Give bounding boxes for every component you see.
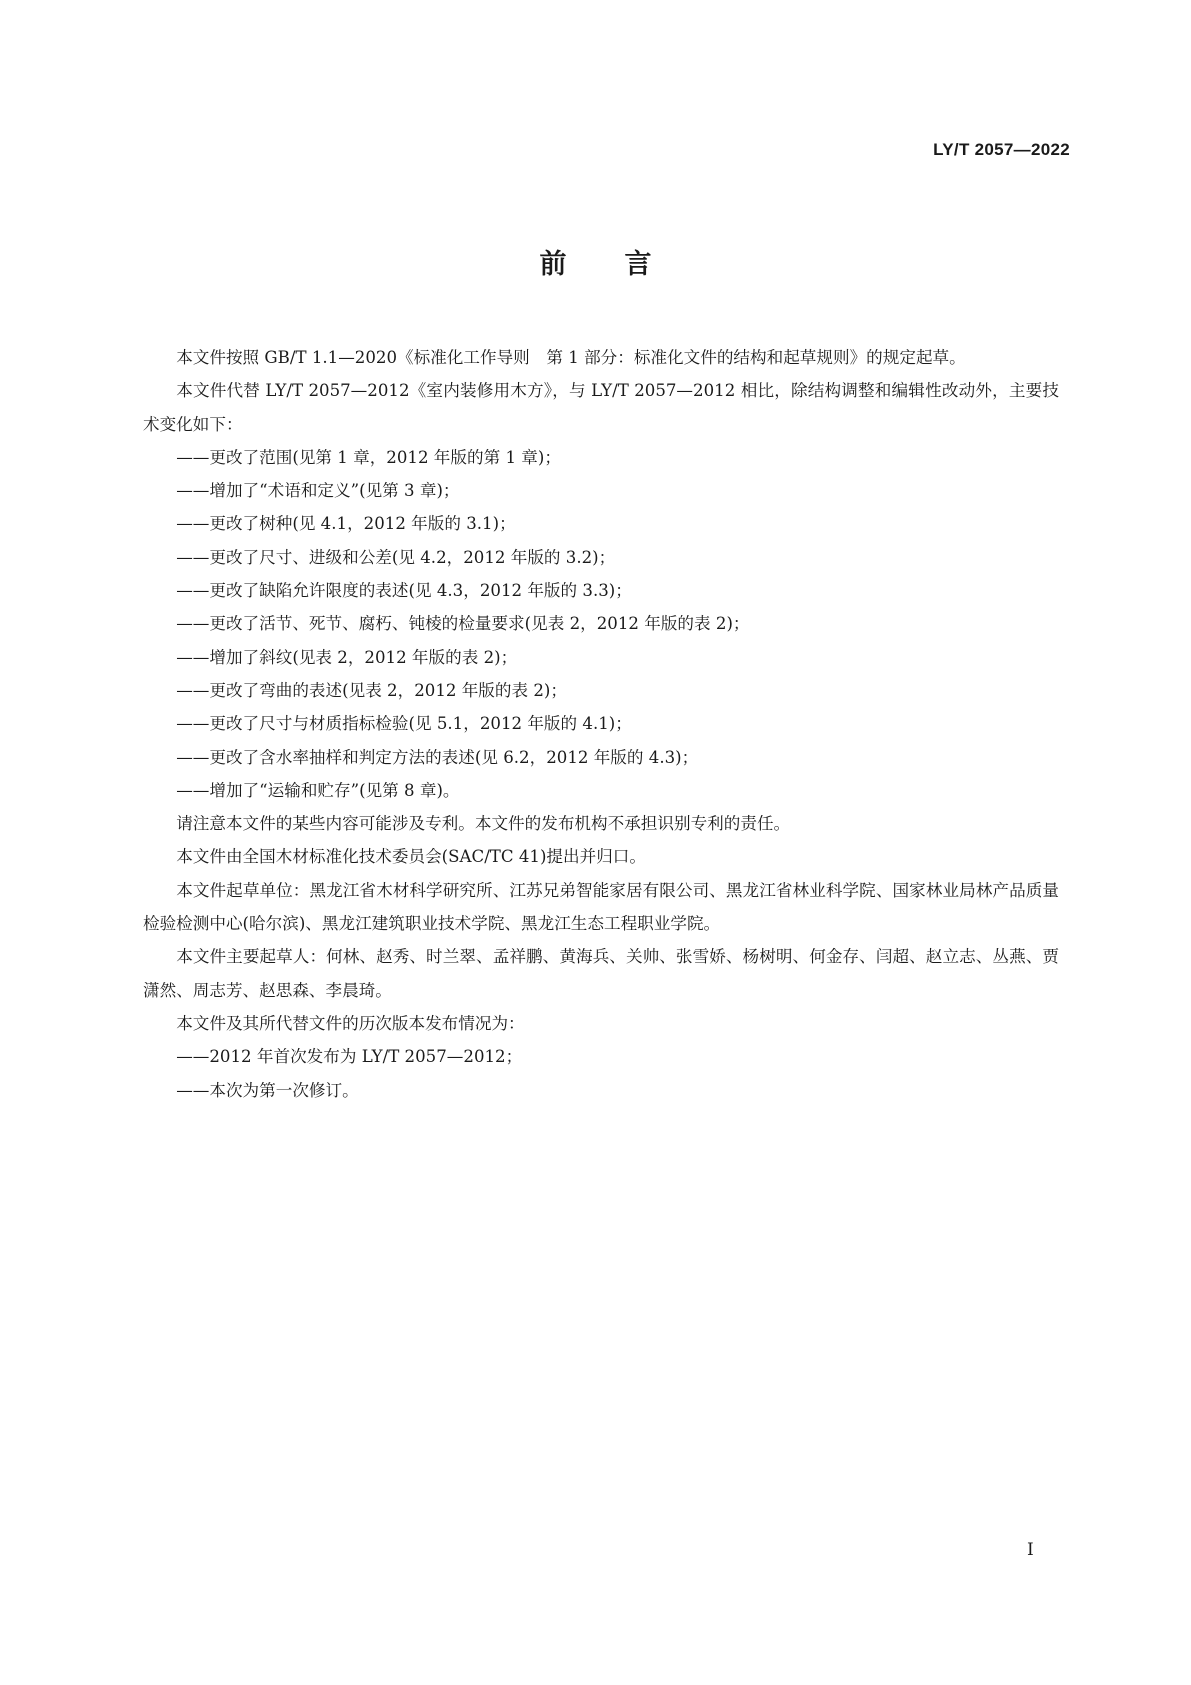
list-item: ——更改了尺寸与材质指标检验(见 5.1，2012 年版的 4.1)；	[176, 714, 632, 734]
intro-paragraph: 本文件按照 GB/T 1.1—2020《标准化工作导则 第 1 部分：标准化文件的结构和起草规则》的规定起草。	[176, 348, 966, 367]
list-item: ——更改了树种(见 4.1，2012 年版的 3.1)；	[176, 514, 516, 534]
list-item: ——更改了缺陷允许限度的表述(见 4.3，2012 年版的 3.3)；	[176, 581, 632, 601]
page-title: 前言	[539, 249, 710, 280]
list-item: ——更改了范围(见第 1 章，2012 年版的第 1 章)；	[176, 447, 561, 467]
drafters-paragraph: 本文件主要起草人：何林、赵秀、时兰翠、孟祥鹏、黄海兵、关帅、张雪娇、杨树明、何金存、闫超、赵立志、丛燕、贾潇然、周志芳、赵思森、李晨琦。	[143, 947, 1059, 1000]
technical-changes-list	[143, 441, 1059, 807]
list-item: ——更改了尺寸、进级和公差(见 4.2，2012 年版的 3.2)；	[176, 547, 616, 567]
list-item: ——增加了“运输和贮存”(见第 8 章)。	[176, 780, 460, 800]
drafting-units-paragraph: 本文件起草单位：黑龙江省木材科学研究所、江苏兄弟智能家居有限公司、黑龙江省林业科学院、国家林业局林产品质量检验检测中心(哈尔滨)、黑龙江建筑职业技术学院、黑龙江生态工程职业学院。	[143, 880, 1059, 934]
list-item: ——更改了弯曲的表述(见表 2，2012 年版的表 2)；	[176, 680, 567, 700]
list-item: ——增加了斜纹(见表 2，2012 年版的表 2)；	[176, 647, 518, 667]
list-item: ——本次为第一次修订。	[176, 1080, 359, 1100]
history-intro-paragraph: 本文件及其所代替文件的历次版本发布情况为：	[176, 1013, 525, 1033]
version-history-list	[143, 1040, 1059, 1107]
intro-paragraph: 本文件代替 LY/T 2057—2012《室内装修用木方》，与 LY/T 2057—2012 相比，除结构调整和编辑性改动外，主要技术变化如下：	[143, 381, 1059, 434]
patent-notice: 请注意本文件的某些内容可能涉及专利。本文件的发布机构不承担识别专利的责任。	[176, 814, 791, 834]
page-number: I	[1027, 1540, 1034, 1560]
list-item: ——更改了活节、死节、腐朽、钝棱的检量要求(见表 2，2012 年版的表 2)；	[176, 614, 750, 634]
list-item: ——增加了“术语和定义”(见第 3 章)；	[176, 481, 460, 501]
document-body	[143, 341, 1059, 1107]
list-item: ——2012 年首次发布为 LY/T 2057—2012；	[176, 1047, 523, 1067]
document-code: LY/T 2057—2022	[933, 140, 1070, 159]
list-item: ——更改了含水率抽样和判定方法的表述(见 6.2，2012 年版的 4.3)；	[176, 747, 699, 767]
proposer-paragraph: 本文件由全国木材标准化技术委员会(SAC/TC 41)提出并归口。	[176, 847, 646, 867]
